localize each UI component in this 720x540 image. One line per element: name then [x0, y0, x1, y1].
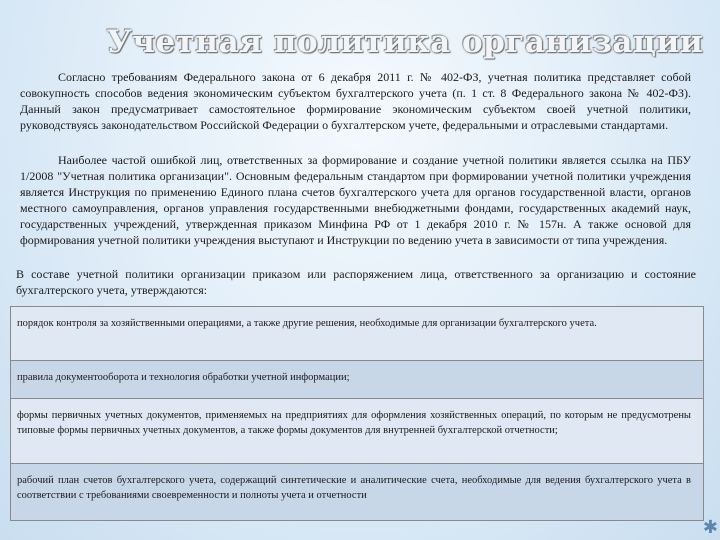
star-icon: ✱ [702, 517, 718, 538]
paragraph-common-error: Наиболее частой ошибкой лиц, ответственных за формирование и создание учетной политики является ссылка на ПБУ 1/2008 "Учетная политика организации". Основным федеральным стандартом при формировании учетной политики учреждения является Инструкция по применению Единого плана счетов бухгалтерского учета для органов государственной власти, органов местного самоуправления, органов управления государственными внебюджетными фондами, государственных академий наук, государственных учреждений, утвержденная приказом Минфина РФ от 1 декабря 2010 г. № 157н. А также основой для формирования учетной политики учреждения выступают и Инструкции по ведению учета в зависимости от типа учреждения. [20, 153, 691, 247]
slide-title: Учетная политика организации [106, 24, 704, 60]
table-row: порядок контроля за хозяйственными операциями, а также другие решения, необходимые для организации бухгалтерского учета. [11, 307, 704, 361]
approved-items-table [10, 306, 704, 521]
table-row: формы первичных учетных документов, применяемых на предприятиях для оформления хозяйственных операций, по которым не предусмотрены типовые формы первичных учетных документов, а также формы документов для внутренней бухгалтерской отчетности; [11, 399, 704, 464]
paragraph-law: Согласно требованиям Федерального закона от 6 декабря 2011 г. № 402-ФЗ, учетная политика представляет собой совокупность способов ведения экономическим субъектом бухгалтерского учета (п. 1 ст. 8 Федерального закона № 402-ФЗ). Данный закон предусматривает самостоятельное формирование экономическим субъектом своей учетной политики, руководствуясь законодательством Российской Федерации о бухгалтерском учете, федеральными и отраслевыми стандартами. [20, 70, 691, 132]
table-row: правила документооборота и технология обработки учетной информации; [11, 361, 704, 399]
paragraph-approved-items-intro: В составе учетной политики организации приказом или распоряжением лица, ответственного за организацию и состояние бухгалтерского учета, утверждаются: [16, 267, 696, 297]
table-row: рабочий план счетов бухгалтерского учета, содержащий синтетические и аналитические счета, необходимые для ведения бухгалтерского учета в соответствии с требованиями своевременности и полноты учета и отчетности [11, 464, 704, 521]
